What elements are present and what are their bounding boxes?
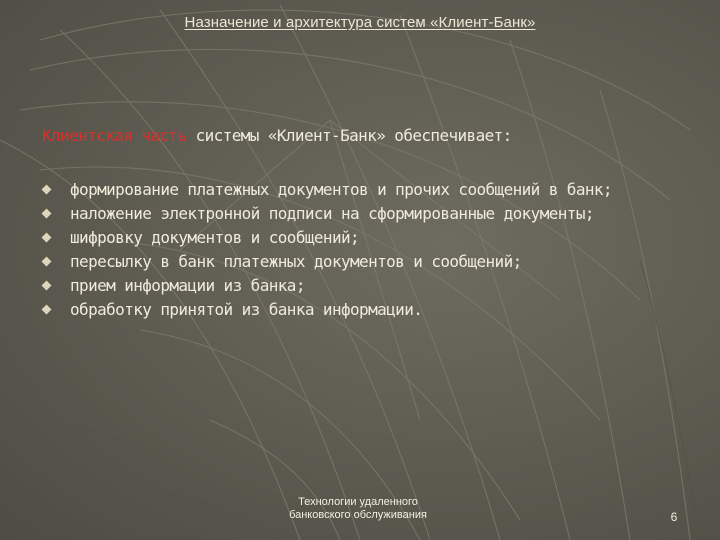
list-item <box>42 228 692 247</box>
list-item-text: прием информации из банка; <box>70 276 305 295</box>
list-item <box>42 180 692 199</box>
intro-text <box>42 126 702 145</box>
list-item <box>42 204 692 223</box>
diamond-bullet-icon <box>42 257 52 267</box>
list-item <box>42 300 692 319</box>
list-item-text: шифровку документов и сообщений; <box>70 228 360 247</box>
list-item-text: наложение электронной подписи на сформированные документы; <box>70 204 594 223</box>
footer-line-2: банковского обслуживания <box>289 509 427 521</box>
footer-text <box>258 496 458 522</box>
diamond-bullet-icon <box>42 281 52 291</box>
page-number: 6 <box>670 510 678 524</box>
list-item-text: формирование платежных документов и прочих сообщений в банк; <box>70 180 612 199</box>
bullet-list <box>42 180 692 324</box>
diamond-bullet-icon <box>42 185 52 195</box>
diamond-bullet-icon <box>42 305 52 315</box>
list-item <box>42 276 692 295</box>
list-item-text: обработку принятой из банка информации. <box>70 300 423 319</box>
footer-line-1: Технологии удаленного <box>298 496 418 508</box>
diamond-bullet-icon <box>42 209 52 219</box>
list-item <box>42 252 692 271</box>
list-item-text: пересылку в банк платежных документов и сообщений; <box>70 252 522 271</box>
diamond-bullet-icon <box>42 233 52 243</box>
intro-rest-text: системы «Клиент-Банк» обеспечивает: <box>186 126 512 145</box>
slide-title: Назначение и архитектура систем «Клиент-Банк» <box>184 14 536 31</box>
intro-accent-text: Клиентская часть <box>42 126 187 145</box>
